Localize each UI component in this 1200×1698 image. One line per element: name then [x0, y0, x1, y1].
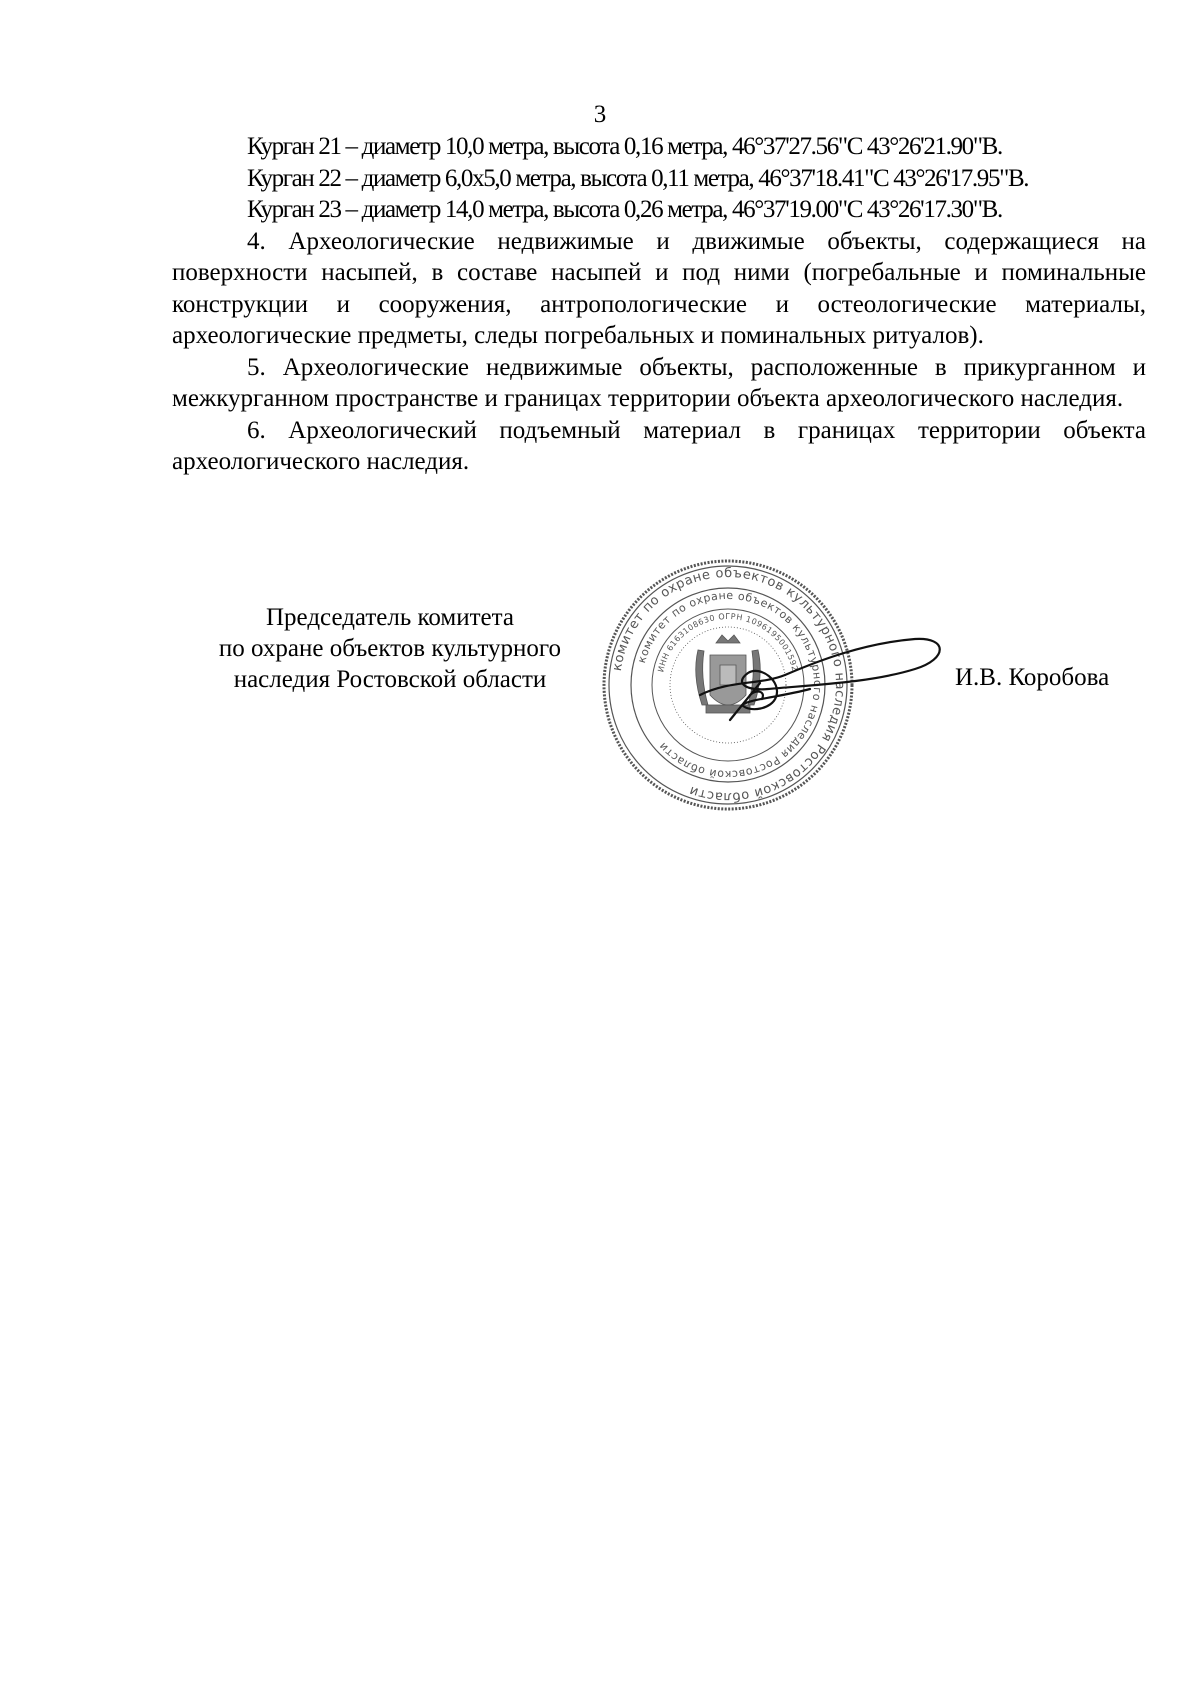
handwritten-signature: [690, 625, 950, 735]
signatory-position-line-2: по охране объектов культурного: [218, 635, 562, 662]
kurgan-line-22: Курган 22 – диаметр 6,0х5,0 метра, высота 0,11 метра, 46°37'18.41"С 43°26'17.95"В.: [247, 164, 1029, 192]
kurgan-line-21: Курган 21 – диаметр 10,0 метра, высота 0,16 метра, 46°37'27.56"С 43°26'21.90"В.: [247, 133, 1002, 160]
kurgan-line-23: Курган 23 – диаметр 14,0 метра, высота 0,26 метра, 46°37'19.00"С 43°26'17.30"В.: [247, 196, 1002, 223]
stamp-ids-text: ИНН 6163108630 ОГРН 1096195001592: [656, 611, 800, 674]
paragraph-6: 6. Археологический подъемный материал в границах территории объекта археологического наследия.: [172, 416, 1146, 475]
signatory-name: И.В. Коробова: [955, 664, 1110, 691]
stamp-outer-text: комитет по охране объектов культурного наследия Ростовской области: [609, 565, 848, 805]
page-number: 3: [593, 101, 607, 128]
document-body: [172, 131, 1146, 478]
stamp-inner-text: комитет по охране объектов культурного наследия Ростовской области: [635, 588, 825, 782]
paragraph-5: 5. Археологические недвижимые объекты, расположенные в прикурганном и межкурганном пространстве и границах территории объекта археологического наследия.: [172, 353, 1146, 412]
signatory-position-line-1: Председатель комитета: [266, 604, 514, 631]
paragraph-4: 4. Археологические недвижимые и движимые объекты, содержащиеся на поверхности насыпей, в составе насыпей и под ними (погребальные и поминальные конструкции и сооружения, антропологические и остеологические материалы, археологические предметы, следы погребальных и поминальных ритуалов).: [172, 227, 1146, 349]
signatory-position-line-3: наследия Ростовской области: [233, 666, 547, 693]
signatory-position: [185, 602, 595, 695]
